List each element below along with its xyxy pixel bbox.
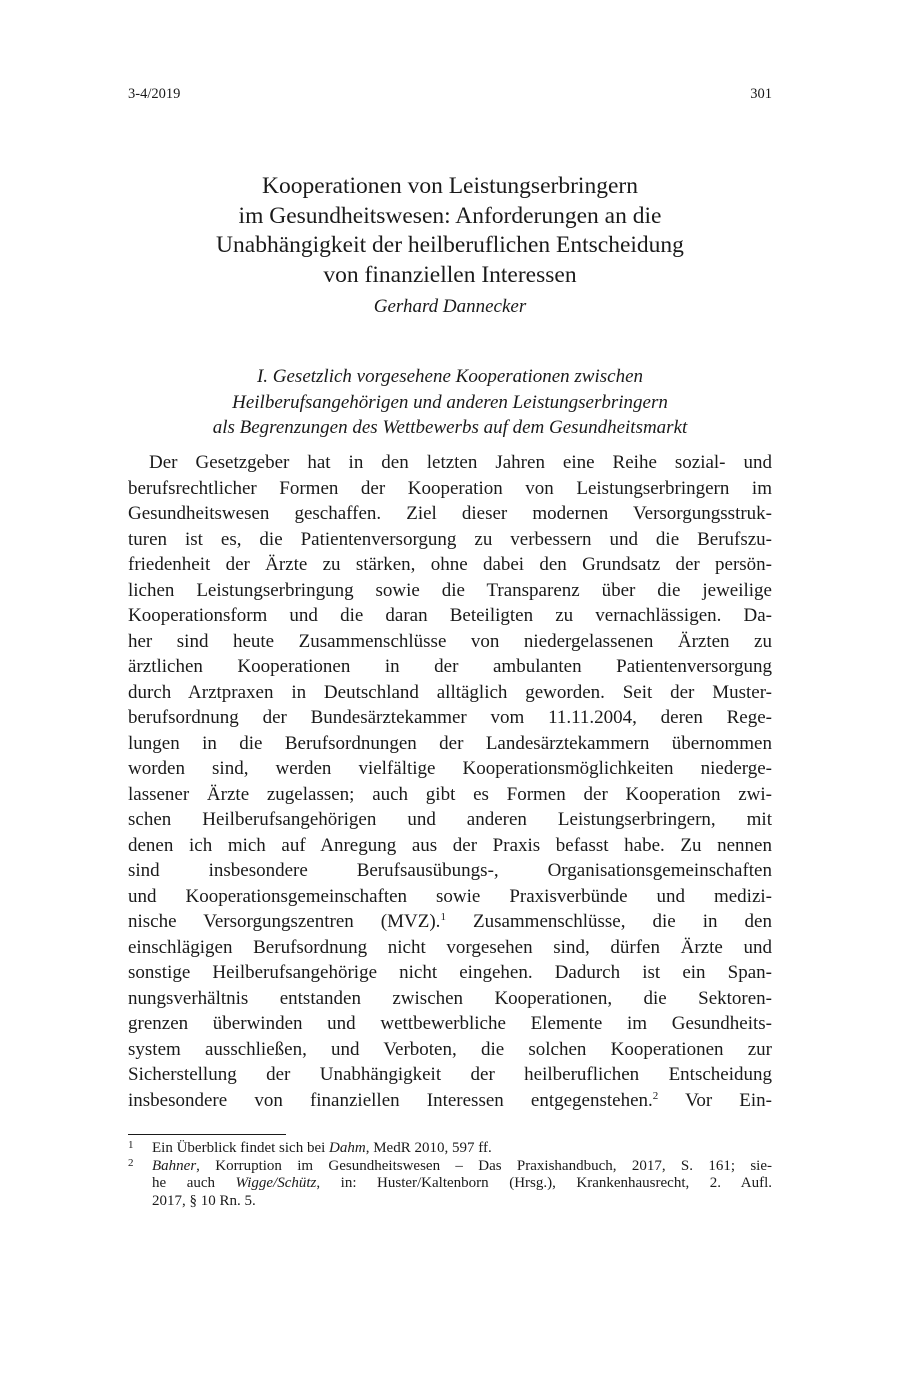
title-line: Unabhängigkeit der heilberuflichen Entscheidung — [216, 232, 684, 258]
footnote — [128, 1140, 772, 1158]
body-line: friedenheit der Ärzte zu stärken, ohne dabei den Grundsatz der persön- — [128, 554, 772, 575]
section-heading-line: Heilberufsangehörigen und anderen Leistungserbringern — [232, 391, 668, 413]
footnote-number: 1 — [128, 1139, 134, 1151]
body-line: berufsrechtlicher Formen der Kooperation von Leistungserbringern im — [128, 477, 772, 499]
body-text-run: Vor Ein- — [658, 1089, 773, 1111]
body-line: lichen Leistungserbringung sowie die Transparenz über die jeweilige — [128, 579, 772, 601]
body-line: Gesundheitswesen geschaffen. Ziel dieser modernen Versorgungsstruk- — [128, 503, 772, 524]
footnote-line — [152, 1140, 772, 1158]
body-text-run: insbesondere von finanziellen Interessen entgegenstehen. — [128, 1089, 653, 1111]
body-text-run: nische Versorgungszentren (MVZ). — [128, 911, 441, 932]
footnote-ref[interactable]: 1 — [440, 911, 446, 923]
footnote-author: Wigge/Schütz — [235, 1175, 317, 1191]
article-title — [128, 172, 772, 290]
footnote-ref[interactable]: 2 — [652, 1089, 659, 1102]
body-paragraph — [128, 450, 772, 1113]
title-line: von finanziellen Interessen — [323, 261, 577, 288]
section-heading — [128, 364, 772, 441]
body-line: lassener Ärzte zugelassen; auch gibt es Formen der Kooperation zwi- — [128, 783, 772, 805]
body-line: system ausschließen, und Verboten, die solchen Kooperationen zur — [128, 1038, 772, 1060]
title-line: im Gesundheitswesen: Anforderungen an die — [238, 202, 662, 229]
body-text-run: Zusammenschlüsse, die in den — [445, 911, 772, 932]
footnote-text-run: , MedR 2010, 597 ff. — [365, 1140, 492, 1156]
body-line: sonstige Heilberufsangehörige nicht eingehen. Dadurch ist ein Span- — [128, 962, 772, 983]
footnote-text-run: he auch — [152, 1175, 236, 1191]
body-line: denen ich mich auf Anregung aus der Praxis befasst habe. Zu nennen — [128, 834, 772, 856]
footnote-author: Dahm — [329, 1140, 366, 1156]
body-line: turen ist es, die Patientenversorgung zu verbessern und die Berufszu- — [128, 528, 772, 550]
footnotes — [128, 1140, 772, 1210]
footnote-line: 2017, § 10 Rn. 5. — [152, 1192, 256, 1209]
author-name: Gerhard Dannecker — [373, 296, 527, 317]
body-line: lungen in die Berufsordnungen der Landesärztekammern übernommen — [128, 732, 772, 754]
body-line — [128, 909, 772, 935]
body-line: grenzen überwinden und wettbewerbliche Elemente im Gesundheits- — [128, 1013, 772, 1034]
footnote — [128, 1158, 772, 1211]
running-header — [128, 86, 772, 106]
body-line: und Kooperationsgemeinschaften sowie Praxisverbünde und medizi- — [128, 885, 772, 907]
body-line: sind insbesondere Berufsausübungs-, Organisationsgemeinschaften — [128, 860, 772, 881]
body-line: worden sind, werden vielfältige Kooperationsmöglichkeiten niederge- — [128, 758, 772, 779]
body-line: Der Gesetzgeber hat in den letzten Jahren eine Reihe sozial- und — [149, 452, 772, 473]
title-line: Kooperationen von Leistungserbringern — [262, 173, 638, 199]
body-line: Sicherstellung der Unabhängigkeit der heilberuflichen Entscheidung — [128, 1064, 772, 1085]
page-number: 301 — [750, 86, 772, 102]
body-line — [128, 1088, 772, 1114]
footnote-text-run: Ein Überblick findet sich bei — [152, 1140, 330, 1156]
footnote-line — [152, 1158, 772, 1176]
body-line: einschlägigen Berufsordnung nicht vorgesehen sind, dürfen Ärzte und — [128, 936, 772, 958]
footnote-divider — [128, 1134, 286, 1135]
body-line: nungsverhältnis entstanden zwischen Kooperationen, die Sektoren- — [128, 987, 772, 1009]
issue-label: 3-4/2019 — [128, 86, 181, 102]
body-line: ärztlichen Kooperationen in der ambulanten Patientenversorgung — [128, 656, 772, 677]
body-line: durch Arztpraxen in Deutschland alltäglich geworden. Seit der Muster- — [128, 681, 772, 703]
footnote-author: Bahner — [152, 1157, 197, 1174]
section-heading-line: I. Gesetzlich vorgesehene Kooperationen zwischen — [256, 366, 644, 387]
footnote-text-run: , in: Huster/Kaltenborn (Hrsg.), Krankenhausrecht, 2. Aufl. — [316, 1175, 772, 1191]
footnote-line — [152, 1175, 772, 1193]
footnote-text-run: , Korruption im Gesundheitswesen – Das Praxishandbuch, 2017, S. 161; sie- — [196, 1157, 772, 1174]
section-heading-line: als Begrenzungen des Wettbewerbs auf dem Gesundheitsmarkt — [212, 417, 688, 438]
footnote-number: 2 — [128, 1156, 134, 1169]
body-line: Kooperationsform und die daran Beteiligten zu vernachlässigen. Da- — [128, 605, 772, 626]
body-line: her sind heute Zusammenschlüsse von niedergelassenen Ärzten zu — [128, 630, 772, 652]
body-line: schen Heilberufsangehörigen und anderen Leistungserbringern, mit — [128, 809, 772, 830]
body-line: berufsordnung der Bundesärztekammer vom 11.11.2004, deren Rege- — [128, 707, 772, 728]
